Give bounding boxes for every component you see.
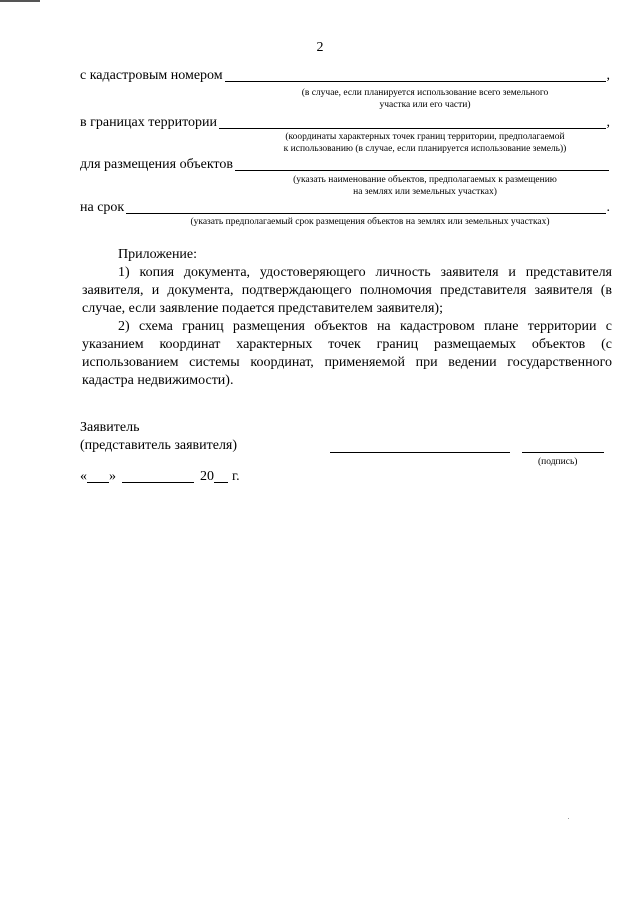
- attachment-item-2: 2) схема границ размещения объектов на кадастровом плане территории с указанием координат характерных точек границ размещаемых объектов (с использованием системы координат, применяемой при ведении государственного кадастра недвижимости).: [82, 319, 612, 388]
- signature-caption: (подпись): [538, 457, 578, 467]
- page-number: 2: [316, 40, 324, 55]
- field-hint: (в случае, если планируется использование всего земельного участка или его части): [301, 88, 549, 110]
- attachment-section: [82, 246, 612, 390]
- field-label: на срок: [80, 200, 125, 215]
- field-hint: (указать наименование объектов, предполагаемых к размещению на землях или земельных участках): [293, 175, 557, 197]
- field-label: в границах территории: [80, 115, 217, 130]
- date-row: [80, 469, 240, 485]
- field-term: [80, 200, 610, 216]
- scan-speck: [568, 818, 569, 819]
- field-hint: (указать предполагаемый срок размещения объектов на землях или земельных участках): [190, 217, 550, 227]
- field-objects-placement: [80, 157, 610, 173]
- field-punct: ,: [606, 68, 610, 83]
- date-suffix: г.: [232, 469, 240, 484]
- date-open-quote: «: [80, 469, 87, 484]
- attachment-heading: Приложение:: [118, 247, 198, 262]
- attachment-item-1: 1) копия документа, удостоверяющего личность заявителя и представителя заявителя, и документа, подтверждающего полномочия представителя заявителя (в случае, если заявление подается представителем заявителя);: [82, 265, 612, 316]
- field-blank-line[interactable]: [126, 200, 605, 214]
- date-year-blank[interactable]: [214, 470, 228, 483]
- field-blank-line[interactable]: [225, 68, 606, 82]
- field-punct: .: [606, 200, 610, 215]
- field-blank-line[interactable]: [219, 115, 606, 129]
- applicant-label: Заявитель (представитель заявителя): [80, 420, 238, 453]
- field-territory-bounds: [80, 115, 610, 131]
- field-label: для размещения объектов: [80, 157, 233, 172]
- name-line[interactable]: [330, 452, 510, 453]
- field-punct: ,: [606, 115, 610, 130]
- date-close-quote: »: [109, 469, 116, 484]
- date-year-prefix: 20: [200, 469, 214, 484]
- scan-corner-mark: [0, 0, 40, 2]
- field-hint: (координаты характерных точек границ территории, предполагаемой к использованию (в случае, если планируется использование земель)): [283, 132, 567, 154]
- date-month-blank[interactable]: [122, 470, 194, 483]
- field-cadastral-number: [80, 68, 610, 84]
- signature-line[interactable]: [522, 452, 604, 453]
- field-blank-line[interactable]: [235, 157, 609, 171]
- field-label: с кадастровым номером: [80, 68, 223, 83]
- date-day-blank[interactable]: [87, 470, 109, 483]
